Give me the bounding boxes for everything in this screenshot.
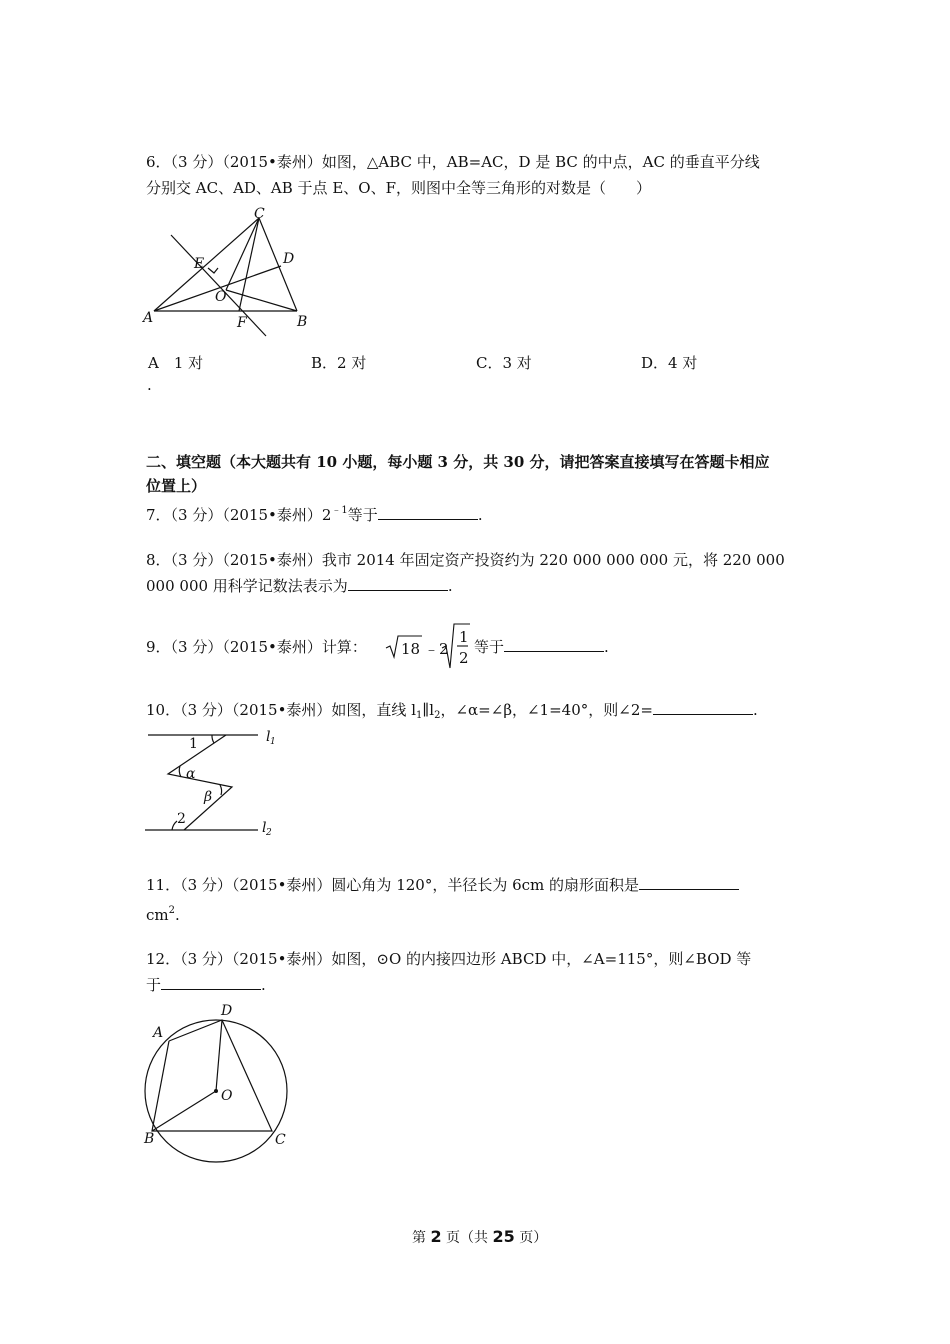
footer-post: 页）	[514, 1230, 548, 1246]
label-A: A	[143, 310, 154, 326]
footer-pre: 第	[412, 1230, 431, 1246]
label-l2: l	[262, 820, 267, 836]
q10-l1-subscript: 1	[416, 710, 423, 721]
fraction-denominator: 2	[459, 649, 469, 667]
label-B: B	[144, 1131, 155, 1147]
minus-two: ﹣2	[424, 640, 449, 658]
q8-stem-line2	[146, 573, 453, 599]
label-D: D	[221, 1003, 233, 1019]
radius-OB	[152, 1091, 216, 1131]
label-angle-2: 2	[177, 811, 186, 827]
q11-answer-blank[interactable]	[639, 874, 739, 890]
q9-suffix: 等于	[474, 638, 505, 656]
q10-parallel: ∥l	[422, 701, 435, 719]
footer-page-number: 2	[430, 1227, 442, 1246]
sqrt-18-radicand: 18	[401, 640, 421, 658]
label-beta: β	[204, 789, 213, 805]
q6-option-a: A 1 对	[148, 354, 204, 372]
q11-unit-exponent: 2	[168, 905, 175, 916]
q9-prefix: 9．（3 分）（2015•泰州）计算：	[146, 638, 367, 656]
radius-OD	[216, 1020, 222, 1091]
label-O: O	[221, 1088, 233, 1104]
q7-stem	[146, 498, 483, 528]
angle-alpha-arc	[179, 766, 181, 777]
q10-answer-blank[interactable]	[653, 699, 753, 715]
q10-prefix: 10．（3 分）（2015•泰州）如图，直线 l	[146, 701, 416, 719]
q11-stem-line2	[146, 898, 180, 928]
label-alpha: α	[186, 766, 196, 782]
q7-exponent: ﹣1	[331, 505, 348, 516]
segment-OB	[226, 290, 297, 311]
label-l2-subscript: 2	[266, 828, 272, 838]
label-l1: l	[266, 729, 271, 745]
q8-line2-text: 000 000 用科学记数法表示为	[146, 577, 348, 595]
q6-triangle-figure	[138, 206, 318, 338]
q8-stem-line1: 8．（3 分）（2015•泰州）我市 2014 年固定资产投资约为 220 000 000 000 元，将 220 000	[146, 551, 785, 569]
label-B: B	[297, 314, 308, 330]
angle-1-arc	[212, 735, 214, 743]
footer-total-pages: 25	[492, 1227, 515, 1246]
label-A: A	[153, 1025, 164, 1041]
section-heading-line2: 位置上）	[146, 477, 207, 495]
fraction-numerator: 1	[459, 628, 469, 646]
section-heading-line1: 二、填空题（本大题共有 10 小题，每小题 3 分，共 30 分，请把答案直接填写在答题卡相应	[146, 453, 770, 471]
angle-beta-arc	[220, 785, 222, 795]
q7-end: .	[477, 506, 483, 524]
q9-radicals	[384, 620, 474, 670]
q11-end: .	[175, 906, 180, 924]
label-angle-1: 1	[189, 736, 198, 752]
label-D: D	[283, 251, 295, 267]
q11-line1-text: 11．（3 分）（2015•泰州）圆心角为 120°，半径长为 6cm 的扇形面积是	[146, 876, 640, 894]
q7-suffix: 等于	[347, 506, 378, 524]
q11-unit: cm	[146, 906, 169, 924]
q12-end: .	[261, 976, 266, 994]
q10-stem	[146, 697, 758, 729]
q11-stem-line1	[146, 872, 739, 898]
q12-circle-figure	[140, 1000, 300, 1166]
q9-answer-blank[interactable]	[504, 636, 604, 652]
label-C: C	[275, 1132, 286, 1148]
q7-prefix: 7．（3 分）（2015•泰州）2	[146, 506, 332, 524]
q9-end: .	[604, 638, 609, 656]
right-angle-mark	[208, 268, 218, 273]
label-O: O	[215, 289, 227, 305]
label-l1-subscript: 1	[270, 737, 276, 747]
page-footer	[412, 1227, 547, 1247]
q10-end: .	[752, 701, 758, 719]
footer-mid: 页（共	[441, 1230, 493, 1246]
q12-line2-text: 于	[146, 976, 162, 994]
center-point	[214, 1089, 218, 1093]
q12-answer-blank[interactable]	[161, 974, 261, 990]
q6-option-d: D．4 对	[641, 354, 698, 372]
q12-stem-line2	[146, 972, 266, 998]
label-E: E	[194, 256, 205, 272]
q10-l2-subscript: 2	[434, 710, 441, 721]
label-C: C	[254, 206, 265, 222]
q6-option-b: B．2 对	[311, 354, 367, 372]
q8-answer-blank[interactable]	[348, 575, 448, 591]
q10-suffix: ，∠α=∠β，∠1=40°，则∠2=	[440, 701, 653, 719]
q12-stem-line1: 12．（3 分）（2015•泰州）如图，⊙O 的内接四边形 ABCD 中，∠A=115°，则∠BOD 等	[146, 950, 752, 968]
label-F: F	[237, 315, 247, 331]
q8-end: .	[447, 577, 453, 595]
q6-option-dot: .	[147, 376, 152, 394]
q10-parallel-lines-figure	[140, 726, 280, 838]
q7-answer-blank[interactable]	[378, 504, 478, 520]
q6-option-c: C．3 对	[476, 354, 532, 372]
q6-stem-line2: 分别交 AC、AD、AB 于点 E、O、F，则图中全等三角形的对数是（ ）	[146, 179, 651, 197]
q9-tail	[474, 634, 609, 660]
q6-stem-line1: 6．（3 分）（2015•泰州）如图，△ABC 中，AB=AC，D 是 BC 的中点，AC 的垂直平分线	[146, 153, 760, 171]
side-AC	[154, 218, 259, 311]
